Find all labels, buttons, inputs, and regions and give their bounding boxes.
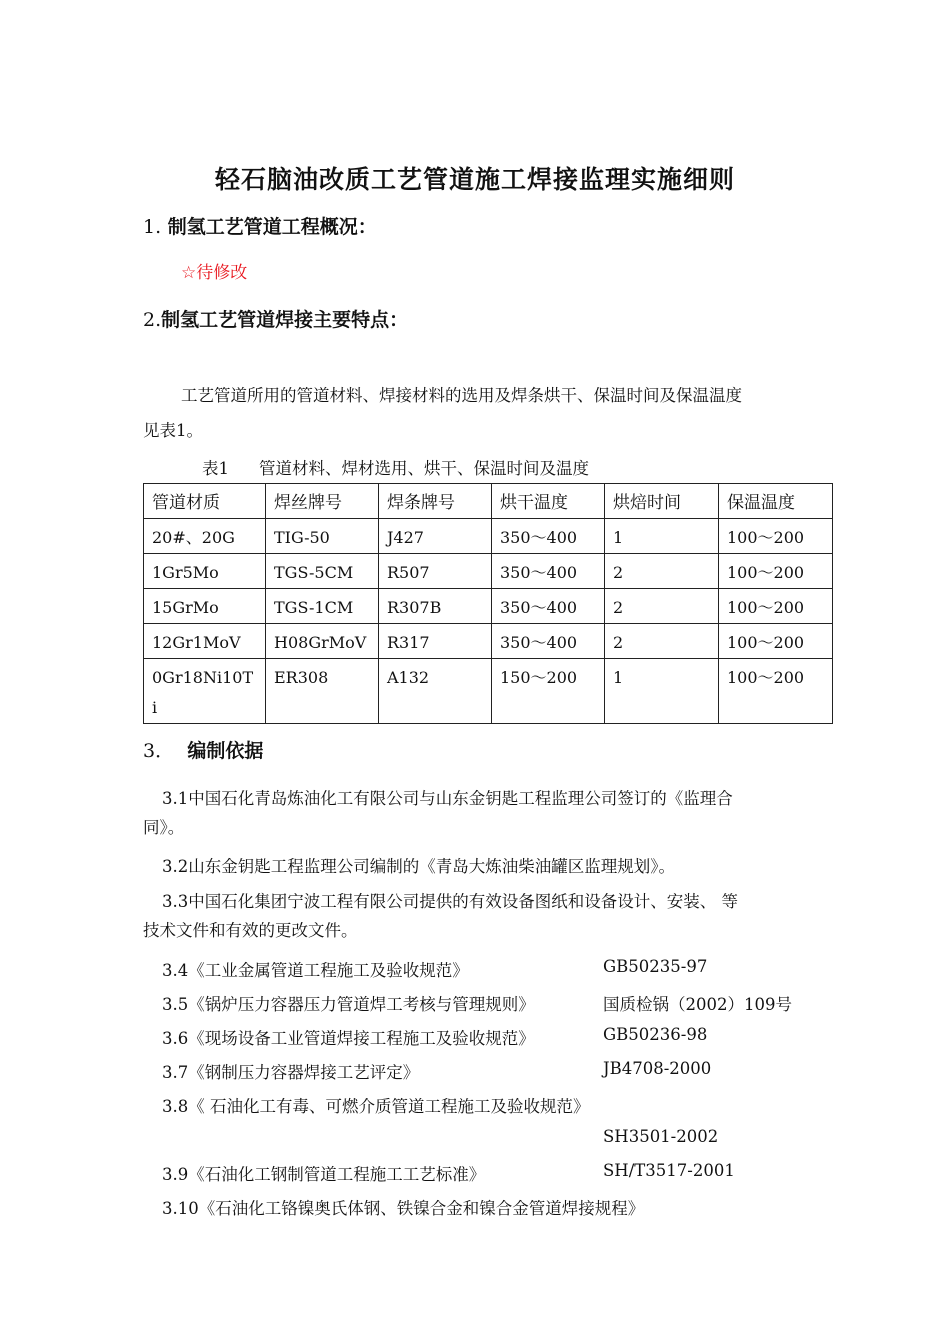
reference-3-7-standard: JB4708-2000 [603, 1059, 712, 1078]
reference-3-1-line-1: 3.1中国石化青岛炼油化工有限公司与山东金钥匙工程监理公司签订的《监理合 [162, 789, 733, 808]
reference-3-4-title: 3.4《工业金属管道工程施工及验收规范》 [162, 961, 469, 980]
table-row [144, 659, 833, 724]
reference-3-8-title: 3.8《 石油化工有毒、可燃介质管道工程施工及验收规范》 [162, 1097, 590, 1116]
section-3-heading [143, 736, 263, 763]
reference-3-6-title: 3.6《现场设备工业管道焊接工程施工及验收规范》 [162, 1029, 535, 1048]
table-header-cell: 烘干温度 [492, 484, 605, 519]
reference-3-4-standard: GB50235-97 [603, 957, 708, 976]
table-cell: R317 [379, 624, 492, 659]
table-row [144, 554, 833, 589]
reference-3-3-line-2: 技术文件和有效的更改文件。 [143, 921, 358, 940]
section-2-heading [143, 305, 408, 332]
table-cell: 20#、20G [144, 519, 266, 554]
table-cell: A132 [379, 659, 492, 724]
section-2-number: 2. [143, 309, 162, 331]
table-cell: 350～400 [492, 554, 605, 589]
table-caption [202, 455, 589, 479]
document-title: 轻石脑油改质工艺管道施工焊接监理实施细则 [214, 165, 735, 194]
table-cell: 100～200 [719, 624, 833, 659]
table-cell: 2 [605, 624, 719, 659]
table-row [144, 519, 833, 554]
reference-3-9-title: 3.9《石油化工钢制管道工程施工工艺标准》 [162, 1165, 486, 1184]
reference-3-2: 3.2山东金钥匙工程监理公司编制的《青岛大炼油柴油罐区监理规划》。 [162, 857, 675, 876]
table-header-cell: 焊条牌号 [379, 484, 492, 519]
table-cell: 150～200 [492, 659, 605, 724]
table-cell: 1 [605, 659, 719, 724]
reference-3-10-title: 3.10《石油化工铬镍奥氏体钢、铁镍合金和镍合金管道焊接规程》 [162, 1199, 645, 1218]
table-row [144, 624, 833, 659]
table-header-cell: 保温温度 [719, 484, 833, 519]
table-cell: TIG-50 [266, 519, 379, 554]
table-cell: J427 [379, 519, 492, 554]
materials-table [143, 483, 833, 724]
section-1-title: 制氢工艺管道工程概况： [167, 216, 377, 238]
table-header-cell: 管道材质 [144, 484, 266, 519]
table-row [144, 589, 833, 624]
table-cell: 12Gr1MoV [144, 624, 266, 659]
reference-3-6-standard: GB50236-98 [603, 1025, 708, 1044]
table-cell: TGS-1CM [266, 589, 379, 624]
edit-pending-note: ☆待修改 [181, 263, 248, 283]
reference-3-8-standard: SH3501-2002 [603, 1127, 719, 1146]
table-cell: 0Gr18Ni10Ti [144, 659, 266, 724]
reference-3-3-line-1: 3.3中国石化集团宁波工程有限公司提供的有效设备图纸和设备设计、安装、 等 [162, 892, 738, 911]
reference-3-5-standard: 国质检锅（2002）109号 [603, 995, 792, 1014]
section-2-paragraph-line-2: 见表1。 [143, 421, 203, 440]
table-cell: ER308 [266, 659, 379, 724]
table-cell: H08GrMoV [266, 624, 379, 659]
table-cell: R307B [379, 589, 492, 624]
reference-3-5-title: 3.5《锅炉压力容器压力管道焊工考核与管理规则》 [162, 995, 535, 1014]
table-header-cell: 焊丝牌号 [266, 484, 379, 519]
table-cell: R507 [379, 554, 492, 589]
table-cell: 350～400 [492, 589, 605, 624]
table-cell: 1Gr5Mo [144, 554, 266, 589]
reference-3-1-line-2: 同》。 [143, 818, 185, 837]
table-cell: 2 [605, 554, 719, 589]
section-3-number: 3． [143, 740, 175, 762]
section-1-heading [143, 212, 377, 239]
table-cell: 100～200 [719, 519, 833, 554]
section-1-number: 1. [143, 216, 162, 238]
table-cell: 1 [605, 519, 719, 554]
table-cell: TGS-5CM [266, 554, 379, 589]
reference-3-9-standard: SH/T3517-2001 [603, 1161, 735, 1180]
section-3-title: 编制依据 [187, 740, 264, 762]
reference-3-7-title: 3.7《钢制压力容器焊接工艺评定》 [162, 1063, 420, 1082]
table-cell: 350～400 [492, 519, 605, 554]
table-cell: 350～400 [492, 624, 605, 659]
table-cell: 100～200 [719, 554, 833, 589]
table-header-cell: 烘焙时间 [605, 484, 719, 519]
table-cell: 100～200 [719, 589, 833, 624]
table-cell: 15GrMo [144, 589, 266, 624]
table-cell: 2 [605, 589, 719, 624]
section-2-paragraph-line-1: 工艺管道所用的管道材料、焊接材料的选用及焊条烘干、保温时间及保温温度 [181, 386, 742, 405]
table-caption-text: 管道材料、焊材选用、烘干、保温时间及温度 [259, 459, 589, 478]
table-caption-label: 表1 [202, 459, 229, 478]
table-cell: 100～200 [719, 659, 833, 724]
table-header-row [144, 484, 833, 519]
section-2-title: 制氢工艺管道焊接主要特点： [161, 309, 409, 331]
